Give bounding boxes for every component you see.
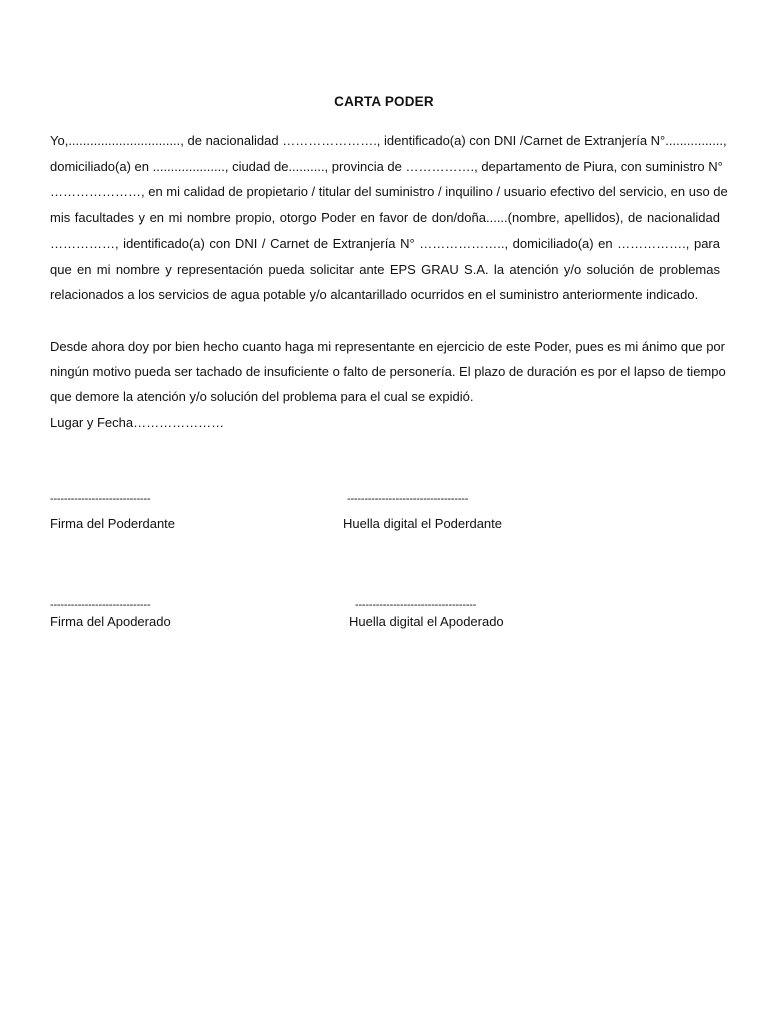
paragraph-2-line: que demore la atención y/o solución del problema para el cual se expidió. bbox=[50, 389, 474, 404]
paragraph-1-line: …………………, en mi calidad de propietario / titular del suministro / inquilino / usuario efectivo del servicio, en uso de bbox=[50, 184, 728, 199]
paragraph-1-line: Yo,..............................., de nacionalidad …………………., identificado(a) con DNI /Carnet de Extranjería N°................, bbox=[50, 133, 727, 148]
paragraph-1-line: relacionados a los servicios de agua potable y/o alcantarillado ocurridos en el suministro anteriormente indicado. bbox=[50, 287, 699, 302]
signature-label-apoderado: Firma del Apoderado bbox=[50, 614, 171, 629]
paragraph-2-line: Desde ahora doy por bien hecho cuanto haga mi representante en ejercicio de este Poder, pues es mi ánimo que por bbox=[50, 339, 725, 354]
paragraph-1-line: mis facultades y en mi nombre propio, otorgo Poder en favor de don/doña......(nombre, apellidos), de nacionalidad bbox=[50, 210, 720, 225]
fingerprint-line-apoderado: ----------------------------------- bbox=[355, 599, 477, 611]
paragraph-1-line: que en mi nombre y representación pueda solicitar ante EPS GRAU S.A. la atención y/o solución de problemas bbox=[50, 262, 720, 277]
paragraph-1-line: domiciliado(a) en ...................., ciudad de.........., provincia de ……………., departamento de Piura, con suministro N° bbox=[50, 159, 723, 174]
paragraph-1-line: ……………, identificado(a) con DNI / Carnet de Extranjería N° ……………….., domiciliado(a) en ……………., para bbox=[50, 236, 720, 251]
fingerprint-line-poderdante: ----------------------------------- bbox=[347, 493, 469, 505]
fingerprint-label-apoderado: Huella digital el Apoderado bbox=[349, 614, 504, 629]
signature-line-apoderado: ----------------------------- bbox=[50, 599, 151, 611]
signature-line-poderdante: ----------------------------- bbox=[50, 493, 151, 505]
signature-label-poderdante: Firma del Poderdante bbox=[50, 516, 176, 531]
fingerprint-label-poderdante: Huella digital el Poderdante bbox=[343, 516, 502, 531]
document-title: CARTA PODER bbox=[334, 94, 434, 109]
paragraph-2-line: ningún motivo pueda ser tachado de insuficiente o falto de personería. El plazo de duración es por el lapso de tiempo bbox=[50, 364, 726, 379]
place-date-line: Lugar y Fecha………………… bbox=[50, 415, 225, 430]
